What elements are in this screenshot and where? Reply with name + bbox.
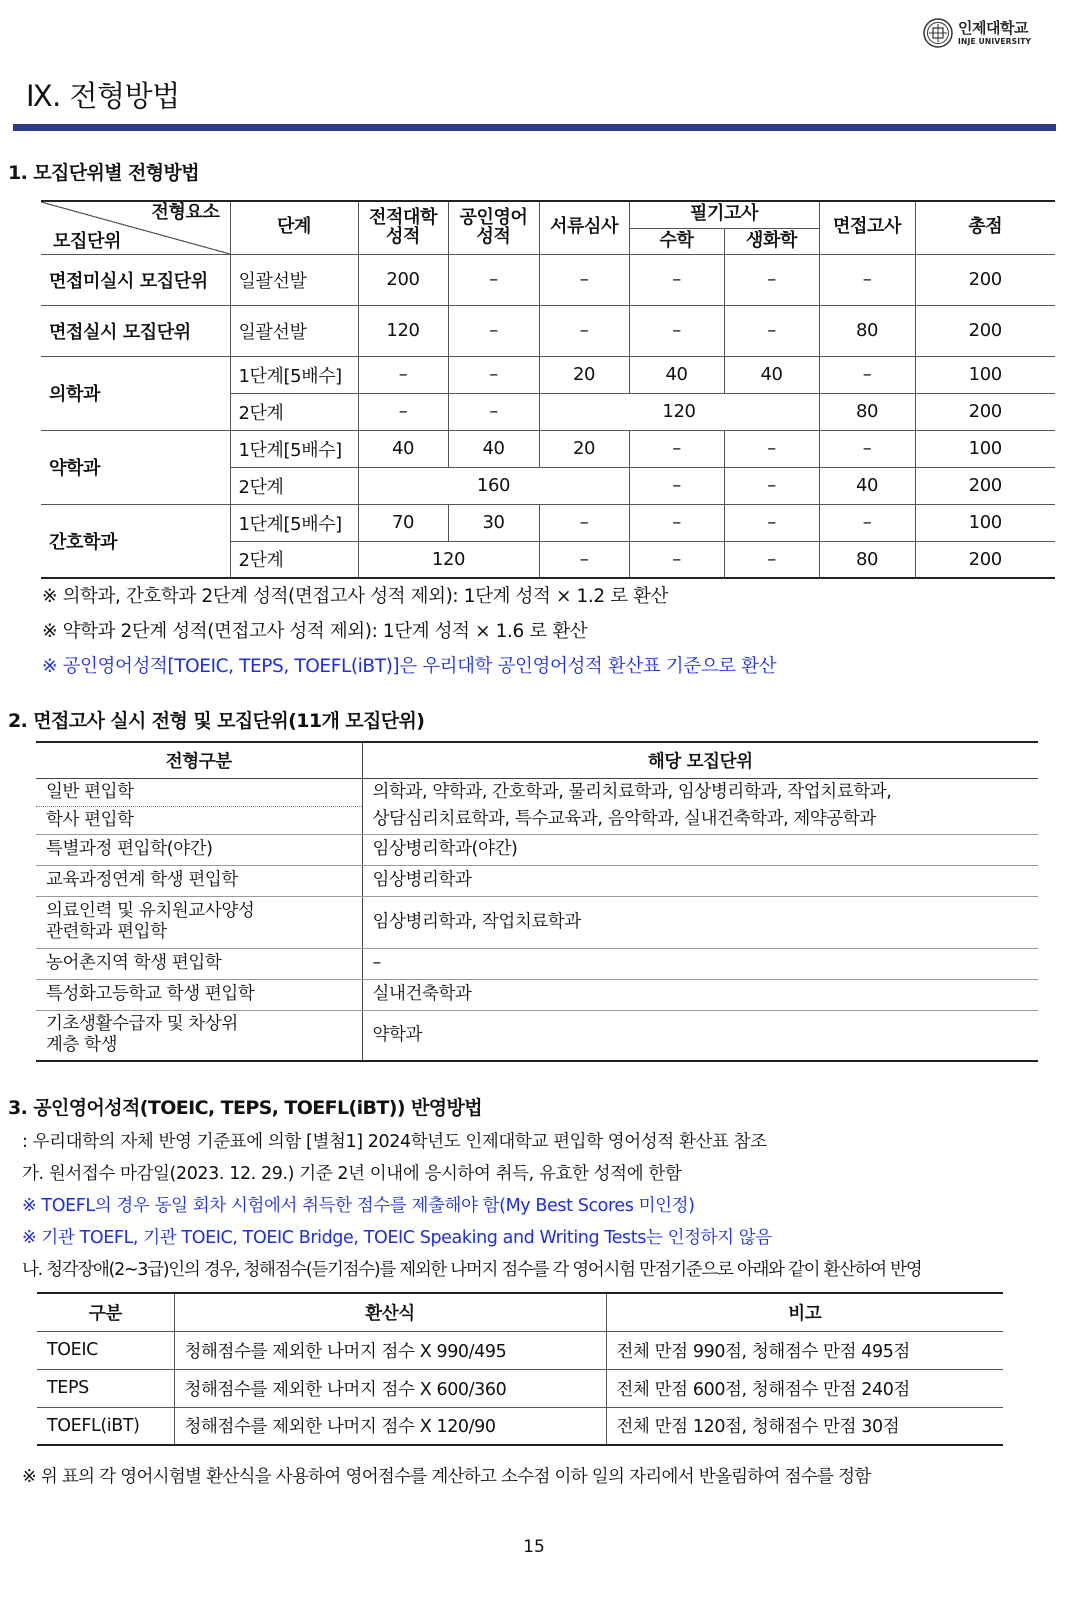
type-cell bbox=[36, 1010, 362, 1061]
score-cell: – bbox=[629, 541, 724, 578]
score-cell: 200 bbox=[358, 254, 448, 305]
score-cell: – bbox=[448, 393, 539, 430]
type-line: 관련학과 편입학 bbox=[46, 922, 167, 942]
score-cell: – bbox=[629, 504, 724, 541]
units-cell: 실내건축학과 bbox=[362, 979, 1038, 1010]
body-line: 나. 청각장애(2~3급)인의 경우, 청해점수(듣기점수)를 제외한 나머지 점수를 각 영어시험 만점기준으로 아래와 같이 환산하여 반영 bbox=[22, 1260, 922, 1280]
logo-english-name: INJE UNIVERSITY bbox=[958, 36, 1032, 46]
hearing-impaired-conversion-table bbox=[37, 1292, 1003, 1446]
note-line: ※ 약학과 2단계 성적(면접고사 성적 제외): 1단계 성적 × 1.6 로 환산 bbox=[42, 621, 588, 642]
remark-cell: 전체 만점 120점, 청해점수 만점 30점 bbox=[606, 1407, 1003, 1445]
score-cell: 80 bbox=[819, 541, 915, 578]
score-cell: – bbox=[358, 393, 448, 430]
stage-cell: 일괄선발 bbox=[230, 305, 358, 356]
score-cell: – bbox=[724, 430, 819, 467]
score-cell: – bbox=[629, 467, 724, 504]
merged-score-cell: 120 bbox=[539, 393, 819, 430]
test-name-cell: TOEFL(iBT) bbox=[37, 1407, 174, 1445]
score-cell: – bbox=[448, 356, 539, 393]
score-cell: – bbox=[539, 541, 629, 578]
score-cell: – bbox=[448, 254, 539, 305]
col-math: 수학 bbox=[629, 228, 724, 254]
units-cell: 의학과, 약학과, 간호학과, 물리치료학과, 임상병리학과, 작업치료학과, bbox=[372, 781, 892, 802]
col-selection-type: 전형구분 bbox=[36, 742, 362, 778]
test-name-cell: TOEIC bbox=[37, 1331, 174, 1369]
score-cell: – bbox=[724, 305, 819, 356]
unit-cell: 면접실시 모집단위 bbox=[41, 305, 230, 356]
units-cell: 임상병리학과, 작업치료학과 bbox=[362, 896, 1038, 948]
units-cell: 임상병리학과(야간) bbox=[362, 834, 1038, 865]
table-corner-cell bbox=[41, 201, 230, 254]
col-biochem: 생화학 bbox=[724, 228, 819, 254]
table-row bbox=[37, 1369, 1003, 1407]
total-cell: 200 bbox=[915, 393, 1055, 430]
table-row bbox=[37, 1407, 1003, 1445]
type-cell: 학사 편입학 bbox=[36, 806, 362, 834]
score-cell: 40 bbox=[629, 356, 724, 393]
formula-cell: 청해점수를 제외한 나머지 점수 X 600/360 bbox=[174, 1369, 606, 1407]
test-name-cell: TEPS bbox=[37, 1369, 174, 1407]
type-line: 의료인력 및 유치원교사양성 bbox=[46, 901, 255, 921]
table-row bbox=[36, 979, 1038, 1010]
total-cell: 100 bbox=[915, 430, 1055, 467]
type-cell: 교육과정연계 학생 편입학 bbox=[36, 865, 362, 896]
score-cell: 20 bbox=[539, 430, 629, 467]
footnote: ※ 위 표의 각 영어시험별 환산식을 사용하여 영어점수를 계산하고 소수점 이하 일의 자리에서 반올림하여 점수를 정함 bbox=[22, 1467, 871, 1487]
section2-title: 2. 면접고사 실시 전형 및 모집단위(11개 모집단위) bbox=[8, 710, 425, 732]
body-line-highlight: ※ 기관 TOEFL, 기관 TOEIC, TOEIC Bridge, TOEIC Speaking and Writing Tests는 인정하지 않음 bbox=[22, 1228, 772, 1248]
score-cell: – bbox=[539, 254, 629, 305]
stage-cell: 1단계[5배수] bbox=[230, 430, 358, 467]
chapter-divider bbox=[13, 124, 1056, 131]
stage-cell: 일괄선발 bbox=[230, 254, 358, 305]
university-logo bbox=[923, 18, 1031, 48]
score-cell: 40 bbox=[358, 430, 448, 467]
type-cell: 특성화고등학교 학생 편입학 bbox=[36, 979, 362, 1010]
section3-title: 3. 공인영어성적(TOEIC, TEPS, TOEFL(iBT)) 반영방법 bbox=[8, 1097, 482, 1119]
body-line-highlight: ※ TOEFL의 경우 동일 회차 시험에서 취득한 점수를 제출해야 함(My Best Scores 미인정) bbox=[22, 1196, 695, 1216]
university-seal-icon bbox=[923, 18, 953, 48]
score-cell: 80 bbox=[819, 393, 915, 430]
total-cell: 100 bbox=[915, 504, 1055, 541]
table-row bbox=[41, 504, 1055, 541]
score-cell: – bbox=[724, 504, 819, 541]
stage-cell: 2단계 bbox=[230, 393, 358, 430]
score-cell: – bbox=[539, 305, 629, 356]
total-cell: 100 bbox=[915, 356, 1055, 393]
unit-cell: 약학과 bbox=[41, 430, 230, 504]
score-cell: – bbox=[448, 305, 539, 356]
score-cell: 120 bbox=[358, 305, 448, 356]
selection-method-table bbox=[41, 200, 1055, 579]
body-line: 가. 원서접수 마감일(2023. 12. 29.) 기준 2년 이내에 응시하여 취득, 유효한 성적에 한함 bbox=[22, 1164, 682, 1184]
col-category: 구분 bbox=[37, 1293, 174, 1331]
col-written: 필기고사 bbox=[629, 201, 819, 228]
score-cell: 40 bbox=[448, 430, 539, 467]
score-cell: – bbox=[724, 467, 819, 504]
score-cell: 20 bbox=[539, 356, 629, 393]
table-row bbox=[36, 865, 1038, 896]
note-line: ※ 의학과, 간호학과 2단계 성적(면접고사 성적 제외): 1단계 성적 × 1.2 로 환산 bbox=[42, 586, 669, 607]
total-cell: 200 bbox=[915, 305, 1055, 356]
table-row bbox=[36, 806, 1038, 834]
units-cell: 약학과 bbox=[372, 1024, 423, 1045]
table-row bbox=[36, 834, 1038, 865]
corner-label-elements: 전형요소 bbox=[151, 202, 220, 223]
type-cell: 특별과정 편입학(야간) bbox=[36, 834, 362, 865]
unit-cell: 의학과 bbox=[41, 356, 230, 430]
stage-cell: 2단계 bbox=[230, 467, 358, 504]
score-cell: 70 bbox=[358, 504, 448, 541]
score-cell: – bbox=[819, 504, 915, 541]
type-line: 기초생활수급자 및 차상위 bbox=[46, 1014, 238, 1035]
note-line-highlight: ※ 공인영어성적[TOEIC, TEPS, TOEFL(iBT)]은 우리대학 공인영어성적 환산표 기준으로 환산 bbox=[42, 656, 777, 677]
total-cell: 200 bbox=[915, 467, 1055, 504]
score-cell: – bbox=[724, 541, 819, 578]
table-row bbox=[41, 305, 1055, 356]
table-row bbox=[36, 778, 1038, 806]
table-row bbox=[41, 430, 1055, 467]
unit-cell: 면접미실시 모집단위 bbox=[41, 254, 230, 305]
col-target-units: 해당 모집단위 bbox=[362, 742, 1038, 778]
type-cell: 농어촌지역 학생 편입학 bbox=[36, 948, 362, 979]
units-cell: 임상병리학과 bbox=[362, 865, 1038, 896]
merged-score-cell: 160 bbox=[358, 467, 629, 504]
col-interview: 면접고사 bbox=[819, 201, 915, 254]
units-cell: 상담심리치료학과, 특수교육과, 음악학과, 실내건축학과, 제약공학과 bbox=[362, 806, 1038, 834]
score-cell: 40 bbox=[819, 467, 915, 504]
page-number: 15 bbox=[523, 1537, 545, 1557]
formula-cell: 청해점수를 제외한 나머지 점수 X 120/90 bbox=[174, 1407, 606, 1445]
col-remark: 비고 bbox=[606, 1293, 1003, 1331]
formula-cell: 청해점수를 제외한 나머지 점수 X 990/495 bbox=[174, 1331, 606, 1369]
type-line: 계층 학생 bbox=[46, 1035, 118, 1056]
units-cell: – bbox=[362, 948, 1038, 979]
table-row bbox=[36, 948, 1038, 979]
section1-title: 1. 모집단위별 전형방법 bbox=[8, 162, 200, 184]
col-transfer-grade: 전적대학 성적 bbox=[358, 201, 448, 254]
table-row bbox=[41, 254, 1055, 305]
score-cell: – bbox=[539, 504, 629, 541]
score-cell: – bbox=[629, 254, 724, 305]
stage-cell: 1단계[5배수] bbox=[230, 504, 358, 541]
score-cell: – bbox=[724, 254, 819, 305]
score-cell: – bbox=[629, 305, 724, 356]
score-cell: 40 bbox=[724, 356, 819, 393]
type-cell bbox=[36, 896, 362, 948]
remark-cell: 전체 만점 990점, 청해점수 만점 495점 bbox=[606, 1331, 1003, 1369]
table-row bbox=[41, 356, 1055, 393]
merged-score-cell: 120 bbox=[358, 541, 539, 578]
interview-units-table bbox=[36, 741, 1038, 1062]
col-document: 서류심사 bbox=[539, 201, 629, 254]
col-english-grade: 공인영어 성적 bbox=[448, 201, 539, 254]
table-row bbox=[36, 1010, 1038, 1061]
table-row bbox=[36, 896, 1038, 948]
total-cell: 200 bbox=[915, 541, 1055, 578]
score-cell: 80 bbox=[819, 305, 915, 356]
score-cell: 30 bbox=[448, 504, 539, 541]
corner-label-units: 모집단위 bbox=[53, 230, 121, 252]
table-row bbox=[37, 1331, 1003, 1369]
type-cell: 일반 편입학 bbox=[36, 778, 362, 806]
col-formula: 환산식 bbox=[174, 1293, 606, 1331]
logo-korean-name: 인제대학교 bbox=[958, 18, 1028, 37]
remark-cell: 전체 만점 600점, 청해점수 만점 240점 bbox=[606, 1369, 1003, 1407]
score-cell: – bbox=[629, 430, 724, 467]
chapter-title: Ⅸ. 전형방법 bbox=[26, 79, 180, 113]
score-cell: – bbox=[819, 356, 915, 393]
unit-cell: 간호학과 bbox=[41, 504, 230, 578]
score-cell: – bbox=[358, 356, 448, 393]
score-cell: – bbox=[819, 430, 915, 467]
col-stage: 단계 bbox=[230, 201, 358, 254]
body-line: : 우리대학의 자체 반영 기준표에 의함 [별첨1] 2024학년도 인제대학교 편입학 영어성적 환산표 참조 bbox=[22, 1132, 767, 1152]
stage-cell: 2단계 bbox=[230, 541, 358, 578]
col-total: 총점 bbox=[915, 201, 1055, 254]
stage-cell: 1단계[5배수] bbox=[230, 356, 358, 393]
total-cell: 200 bbox=[915, 254, 1055, 305]
score-cell: – bbox=[819, 254, 915, 305]
